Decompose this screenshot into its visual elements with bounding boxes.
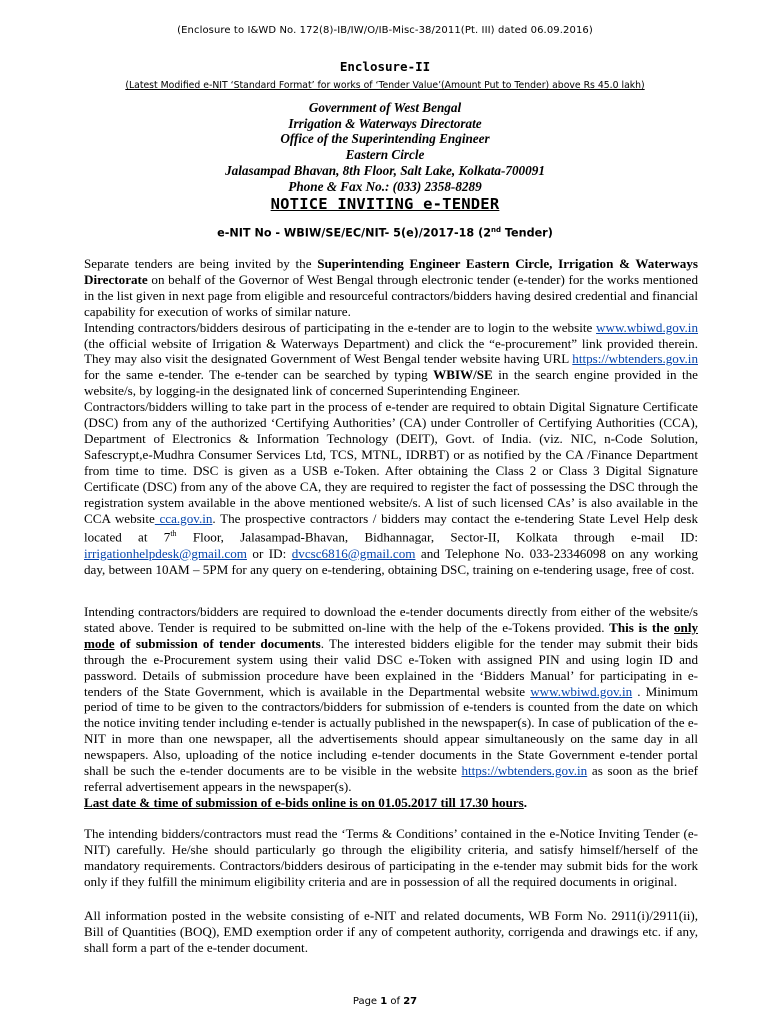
paragraph-login: [84, 320, 698, 400]
only-mode-text: only mode: [84, 619, 698, 651]
enit-sup: nd: [491, 226, 501, 234]
search-keyword: WBIW/SE: [433, 367, 493, 383]
last-date-text: Last date & time of submission of e-bids online is on 01.05.2017 till 17.30 hours: [84, 794, 524, 810]
body-section-2: [84, 604, 698, 811]
enclosure-reference: (Enclosure to I&WD No. 172(8)-IB/IW/O/IB-Misc-38/2011(Pt. III) dated 06.09.2016): [177, 25, 593, 36]
body-section-3: [84, 826, 698, 890]
page-number: 1: [380, 996, 388, 1007]
text: . Minimum period of time to be given to the contractors/bidders for submission of e-tenders is counted from the date on which the notice inviting tender including e-tender is actually published in the newspaper(s). In case of publication of the e-NIT in more than one newspaper, all the advertisements should appear simultaneously on the same day in all newspapers. Also, uploading of the notice including e-tender documents in the State Government e-tender portal shall be such the e-tender documents are to be visible in the website: [84, 683, 699, 779]
text: and Telephone No. 033-23346098 on any working day, between 10AM – 5PM for any query on e-tendering, obtaining DSC, training on e-tendering usage, free of cost.: [84, 545, 698, 577]
paragraph-terms: The intending bidders/contractors must read the ‘Terms & Conditions’ contained in the e-Notice Inviting Tender (e-NIT) carefully. He/she should particularly go through the eligibility criteria, and satisfy himself/herself of the mandatory requirements. Contractors/bidders desirous of participating in the e-tender may submit bids for the work only if they fulfill the minimum eligibility criteria and are in possession of all the required documents in original.: [84, 826, 698, 889]
bold-text: This is the: [609, 619, 674, 635]
last-date-line: [84, 795, 698, 811]
link-wbtenders-2[interactable]: https://wbtenders.gov.in: [461, 763, 588, 779]
text: Floor, Jalasampad-Bhavan, Bidhannagar, Sector-II, Kolkata through e-mail ID:: [176, 529, 698, 545]
link-wbtenders[interactable]: https://wbtenders.gov.in: [572, 351, 698, 367]
text: Separate tenders are being invited by the: [84, 256, 318, 271]
paragraph-download: [84, 604, 698, 795]
text: for the same e-tender. The e-tender can be searched by typing: [84, 367, 434, 383]
text: Intending contractors/bidders desirous of participating in the e-tender are to login to the website: [84, 319, 597, 335]
enclosure-title: Enclosure-II: [339, 59, 431, 74]
enit-suffix: Tender): [501, 226, 553, 240]
office-line-office: Office of the Superintending Engineer: [280, 131, 490, 147]
text: .: [523, 794, 528, 810]
link-wbiwd[interactable]: www.wbiwd.gov.in: [596, 319, 698, 335]
text: in the search engine provided in the website/s, by logging-in the designated link of concerned Superintending Engineer.: [84, 367, 698, 399]
text: Intending contractors/bidders are required to download the e-tender documents directly from either of the website/s stated above. Tender is required to be submitted on-line with the help of the e-Tokens provided.: [84, 604, 698, 635]
link-helpdesk-email[interactable]: irrigationhelpdesk@gmail.com: [84, 545, 247, 561]
office-address-block: [0, 100, 770, 194]
office-line-address: Jalasampad Bhavan, 8th Floor, Salt Lake, Kolkata-700091: [225, 162, 545, 178]
paragraph-information: All information posted in the website consisting of e-NIT and related documents, WB Form No. 2911(i)/2911(ii), Bill of Quantities (BOQ), EMD exemption order if any of competent authority, corrigenda and drawings etc. if any, shall form a part of the e-tender document.: [84, 908, 698, 955]
text: on behalf of the Governor of West Bengal through electronic tender (e-tender) for the works mentioned in the list given in next page from eligible and resourceful contractors/bidders having desired credential and financial capability for execution of works of similar nature.: [84, 271, 698, 319]
body-section-4: [84, 908, 698, 956]
page-total: 27: [403, 996, 418, 1007]
link-dvcsc-email[interactable]: dvcsc6816@gmail.com: [291, 545, 416, 561]
latest-modified-note: (Latest Modified e-NIT ‘Standard Format’ for works of ‘Tender Value’(Amount Put to Tender) above Rs 45.0 lakh): [125, 80, 645, 91]
office-line-phone: Phone & Fax No.: (033) 2358-8289: [288, 178, 482, 194]
text: . The prospective contractors / bidders may contact the e-tendering State Level Help desk located at 7: [84, 510, 698, 545]
page-footer: [0, 996, 770, 1007]
bold-text: of submission of tender documents: [114, 635, 321, 651]
office-line-circle: Eastern Circle: [345, 147, 425, 163]
text: . The interested bidders eligible for the tender may submit their bids through the e-Procurement system using their valid DSC e-Token with assigned PIN and using login ID and password. Details of submission procedure have been explained in the ‘Bidders Manual’ for participating in e-tenders of the State Government, which is available in the Departmental website: [84, 635, 699, 699]
notice-title: NOTICE INVITING e-TENDER: [270, 195, 500, 213]
paragraph-dsc: [84, 399, 698, 577]
text: (the official website of Irrigation & Waterways Department) and click the “e-procurement” link provided therein. They may also visit the designated Government of West Bengal tender website having URL: [84, 335, 698, 367]
floor-sup: th: [170, 529, 177, 539]
paragraph-invitation: [84, 256, 698, 320]
enit-number: [0, 226, 770, 240]
office-line-directorate: Irrigation & Waterways Directorate: [288, 115, 482, 131]
link-cca[interactable]: cca.gov.in: [154, 510, 213, 526]
office-line-government: Government of West Bengal: [308, 100, 462, 115]
page-label: Page: [352, 996, 381, 1007]
authority-name: Superintending Engineer Eastern Circle, Irrigation & Waterways Directorate: [84, 256, 698, 287]
text: Contractors/bidders willing to take part in the process of e-tender are required to obtain Digital Signature Certificate (DSC) from any of the authorized ‘Certifying Authorities’ (CA) under Controller of Certifying Authorities (CCA), Department of Electronics & Information Technology (DEIT), Govt. of India. (viz. NIC, n-Code Solution, Safescrypt,e-Mudhra Consumer Services Ltd, TCS, MTNL, IDRBT) or as notified by the CA /Finance Department from time to time. DSC is given as a USB e-Token. After obtaining the Class 2 or Class 3 Digital Signature Certificate (DSC) from any of the above CA, they are required to register the fact of possessing the DSC through the registration system available in the above mentioned website/s. A list of such licensed CAs’ is also available in the CCA website: [84, 399, 698, 526]
text: as soon as the brief referral advertisement appears in the newspaper(s).: [84, 763, 698, 794]
body-section: [84, 256, 698, 577]
page-of: of: [387, 996, 404, 1007]
enit-prefix: e-NIT No - WBIW/SE/EC/NIT- 5(e)/2017-18 (2: [217, 226, 491, 240]
link-wbiwd-2[interactable]: www.wbiwd.gov.in: [530, 683, 633, 699]
text: or ID:: [246, 545, 292, 561]
